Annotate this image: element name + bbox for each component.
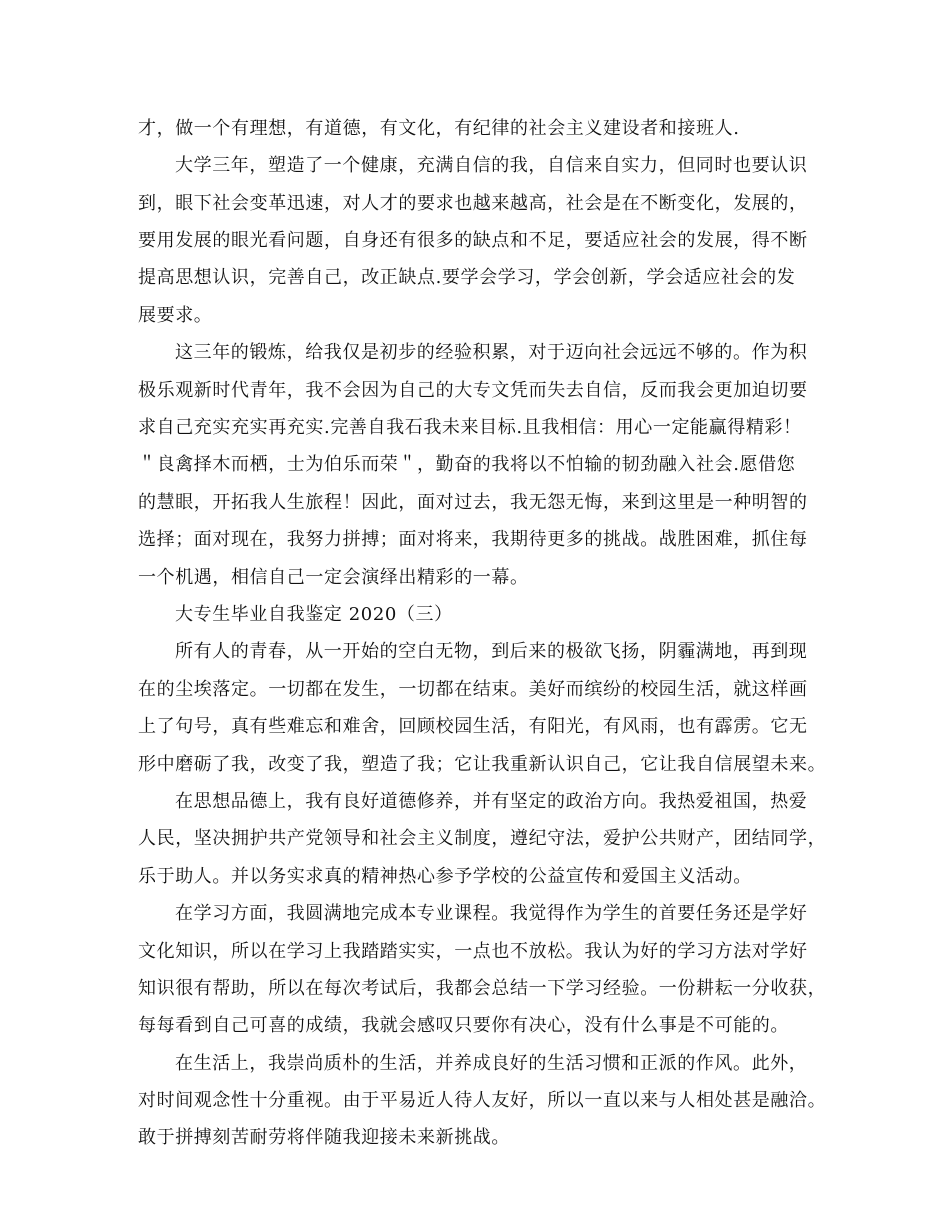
text-line: 展要求。 [138, 305, 213, 326]
text-line: 敢于拼搏刻苦耐劳将伴随我迎接未来新挑战。 [138, 1127, 510, 1148]
section-heading: 大专生毕业自我鉴定 2020（三） [175, 604, 453, 625]
text-line: 选择；面对现在，我努力拼搏；面对将来，我期待更多的挑战。战胜困难，抓住每 [138, 529, 808, 550]
text-line: 才，做一个有理想，有道德，有文化，有纪律的社会主义建设者和接班人. [138, 118, 740, 139]
text-line: 乐于助人。并以务实求真的精神热心参予学校的公益宣传和爱国主义活动。 [138, 866, 752, 887]
text-line: 在思想品德上，我有良好道德修养，并有坚定的政治方向。我热爱祖国，热爱 [175, 791, 808, 812]
text-line: 形中磨砺了我，改变了我，塑造了我；它让我重新认识自己，它让我自信展望未来。 [138, 754, 827, 775]
text-line: 在学习方面，我圆满地完成本专业课程。我觉得作为学生的首要任务还是学好 [175, 903, 808, 924]
text-line: 到，眼下社会变革迅速，对人才的要求也越来越高，社会是在不断变化，发展的， [138, 193, 808, 214]
text-line: 所有人的青春，从一开始的空白无物，到后来的极欲飞扬，阴霾满地，再到现 [175, 641, 808, 662]
text-line: 每每看到自己可喜的成绩，我就会感叹只要你有决心，没有什么事是不可能的。 [138, 1015, 789, 1036]
text-line: 上了句号，真有些难忘和难舍，回顾校园生活，有阳光，有风雨，也有霹雳。它无 [138, 716, 808, 737]
text-line: 对时间观念性十分重视。由于平易近人待人友好，所以一直以来与人相处甚是融洽。 [138, 1090, 827, 1111]
text-line: 极乐观新时代青年，我不会因为自己的大专文凭而失去自信，反而我会更加迫切要 [138, 380, 808, 401]
text-line: 在生活上，我崇尚质朴的生活，并养成良好的生活习惯和正派的作风。此外， [175, 1053, 808, 1074]
text-line: ＂良禽择木而栖，士为伯乐而荣＂，勤奋的我将以不怕输的韧劲融入社会.愿借您 [138, 454, 796, 475]
text-line: 在的尘埃落定。一切都在发生，一切都在结束。美好而缤纷的校园生活，就这样画 [138, 679, 808, 700]
text-line: 知识很有帮助，所以在每次考试后，我都会总结一下学习经验。一份耕耘一分收获， [138, 978, 827, 999]
text-line: 的慧眼，开拓我人生旅程！因此，面对过去，我无怨无悔，来到这里是一种明智的 [138, 492, 808, 513]
text-line: 大学三年，塑造了一个健康，充满自信的我，自信来自实力，但同时也要认识 [175, 155, 808, 176]
text-line: 提高思想认识，完善自己，改正缺点.要学会学习，学会创新，学会适应社会的发 [138, 267, 796, 288]
text-line: 文化知识，所以在学习上我踏踏实实，一点也不放松。我认为好的学习方法对学好 [138, 941, 808, 962]
text-line: 要用发展的眼光看问题，自身还有很多的缺点和不足，要适应社会的发展，得不断 [138, 230, 808, 251]
text-line: 这三年的锻炼，给我仅是初步的经验积累，对于迈向社会远远不够的。作为积 [175, 342, 808, 363]
text-line: 一个机遇，相信自己一定会演绎出精彩的一幕。 [138, 567, 529, 588]
text-line: 求自己充实充实再充实.完善自我石我未来目标.且我相信：用心一定能赢得精彩！ [138, 417, 802, 438]
text-line: 人民，坚决拥护共产党领导和社会主义制度，遵纪守法，爱护公共财产，团结同学， [138, 828, 827, 849]
